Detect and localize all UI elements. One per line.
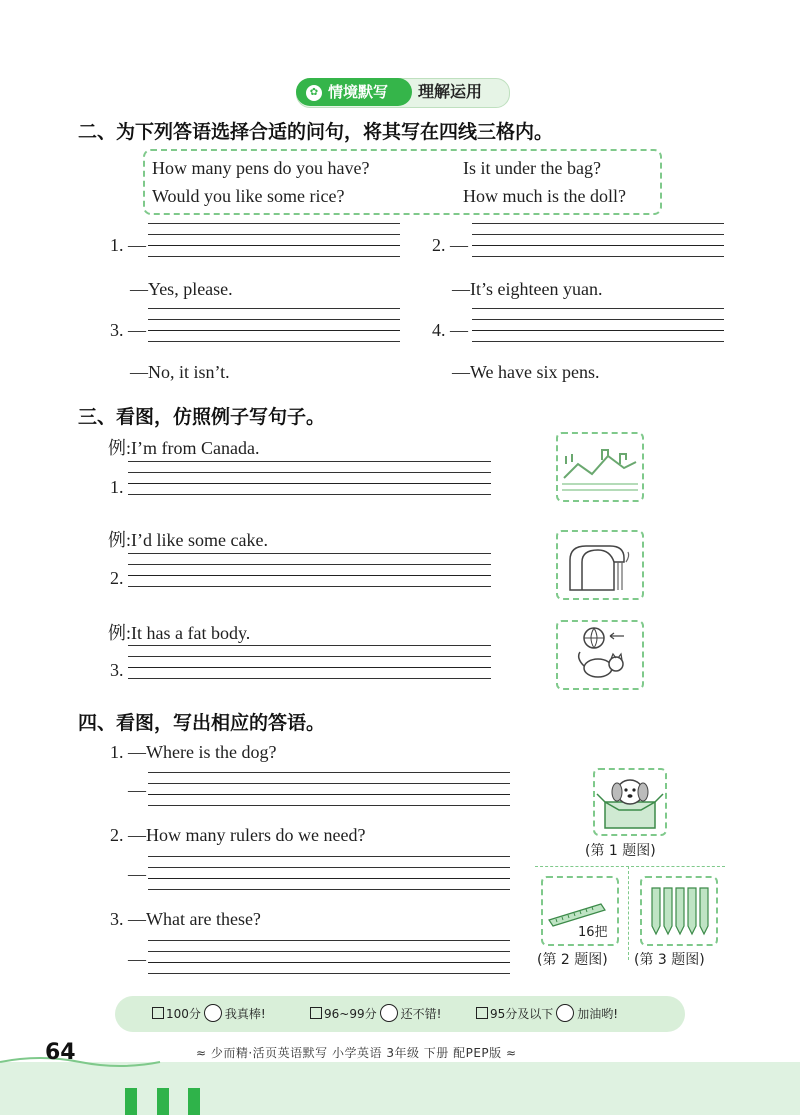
badge-icon: ✿ [306,85,322,101]
great-wall-icon [556,432,644,502]
example-sentence: 例:I’m from Canada. [108,438,260,458]
checkbox[interactable] [152,1007,164,1019]
score-option-95[interactable]: 95分及以下 加油哟! [476,1004,618,1022]
dog-in-box-icon [593,768,667,836]
question-text: 2. —How many rulers do we need? [110,825,366,845]
bread-icon [556,530,644,600]
section3-title: 三、看图，仿照例子写句子。 [78,406,326,428]
page-number: 64 [45,1040,76,1065]
score-option-96[interactable]: 96~99分 还不错! [310,1004,441,1022]
checkbox[interactable] [476,1007,488,1019]
answer-text: —We have six pens. [452,362,600,382]
example-sentence: 例:I’d like some cake. [108,530,268,550]
writing-lines[interactable] [148,940,510,974]
section4-title: 四、看图，写出相应的答语。 [78,712,326,734]
item-number: 1. [110,477,124,497]
answer-text: —It’s eighteen yuan. [452,279,603,299]
footer-text: ≈ 少而精·活页英语默写 小学英语 3年级 下册 配PEP版 ≈ [196,1046,517,1060]
decor-bar [125,1088,137,1115]
writing-lines[interactable] [148,772,510,806]
happy-face-icon [204,1004,222,1022]
item-number: 3. [110,660,124,680]
writing-lines[interactable] [148,223,400,257]
score-option-100[interactable]: 100分 我真棒! [152,1004,266,1022]
caption-divider [535,866,725,867]
answer-dash: — [128,864,146,884]
cheer-face-icon [556,1004,574,1022]
bottom-band [0,1062,800,1115]
item-number: 4. — [432,320,468,340]
option-1: How many pens do you have? [152,158,370,178]
answer-text: —No, it isn’t. [130,362,230,382]
caption-divider [628,866,629,960]
header-badge [296,78,412,106]
smile-face-icon [380,1004,398,1022]
writing-lines[interactable] [472,223,724,257]
answer-text: —Yes, please. [130,279,233,299]
pencils-icon [640,876,718,946]
writing-lines[interactable] [128,553,491,587]
badge-label: 情境默写 [328,83,389,101]
item-number: 2. [110,568,124,588]
item-number: 3. — [110,320,146,340]
cat-with-ball-icon [556,620,644,690]
header-subtitle: 理解运用 [418,82,483,101]
item-number: 2. — [432,235,468,255]
section2-title: 二、为下列答语选择合适的问句，将其写在四线三格内。 [78,121,554,143]
answer-dash: — [128,780,146,800]
option-2: Is it under the bag? [463,158,601,178]
question-text: 1. —Where is the dog? [110,742,277,762]
writing-lines[interactable] [472,308,724,342]
writing-lines[interactable] [128,645,491,679]
writing-lines[interactable] [128,461,491,495]
writing-lines[interactable] [148,308,400,342]
answer-dash: — [128,949,146,969]
option-4: How much is the doll? [463,186,626,206]
item-number: 1. — [110,235,146,255]
figure-caption-1: (第 1 题图) [585,843,656,859]
decor-bar [188,1088,200,1115]
example-sentence: 例:It has a fat body. [108,623,251,643]
ruler-count-label: 16把 [578,925,608,940]
checkbox[interactable] [310,1007,322,1019]
figure-caption-2: (第 2 题图) [537,952,608,968]
question-text: 3. —What are these? [110,909,261,929]
decor-bar [157,1088,169,1115]
figure-caption-3: (第 3 题图) [634,952,705,968]
option-3: Would you like some rice? [152,186,345,206]
writing-lines[interactable] [148,856,510,890]
